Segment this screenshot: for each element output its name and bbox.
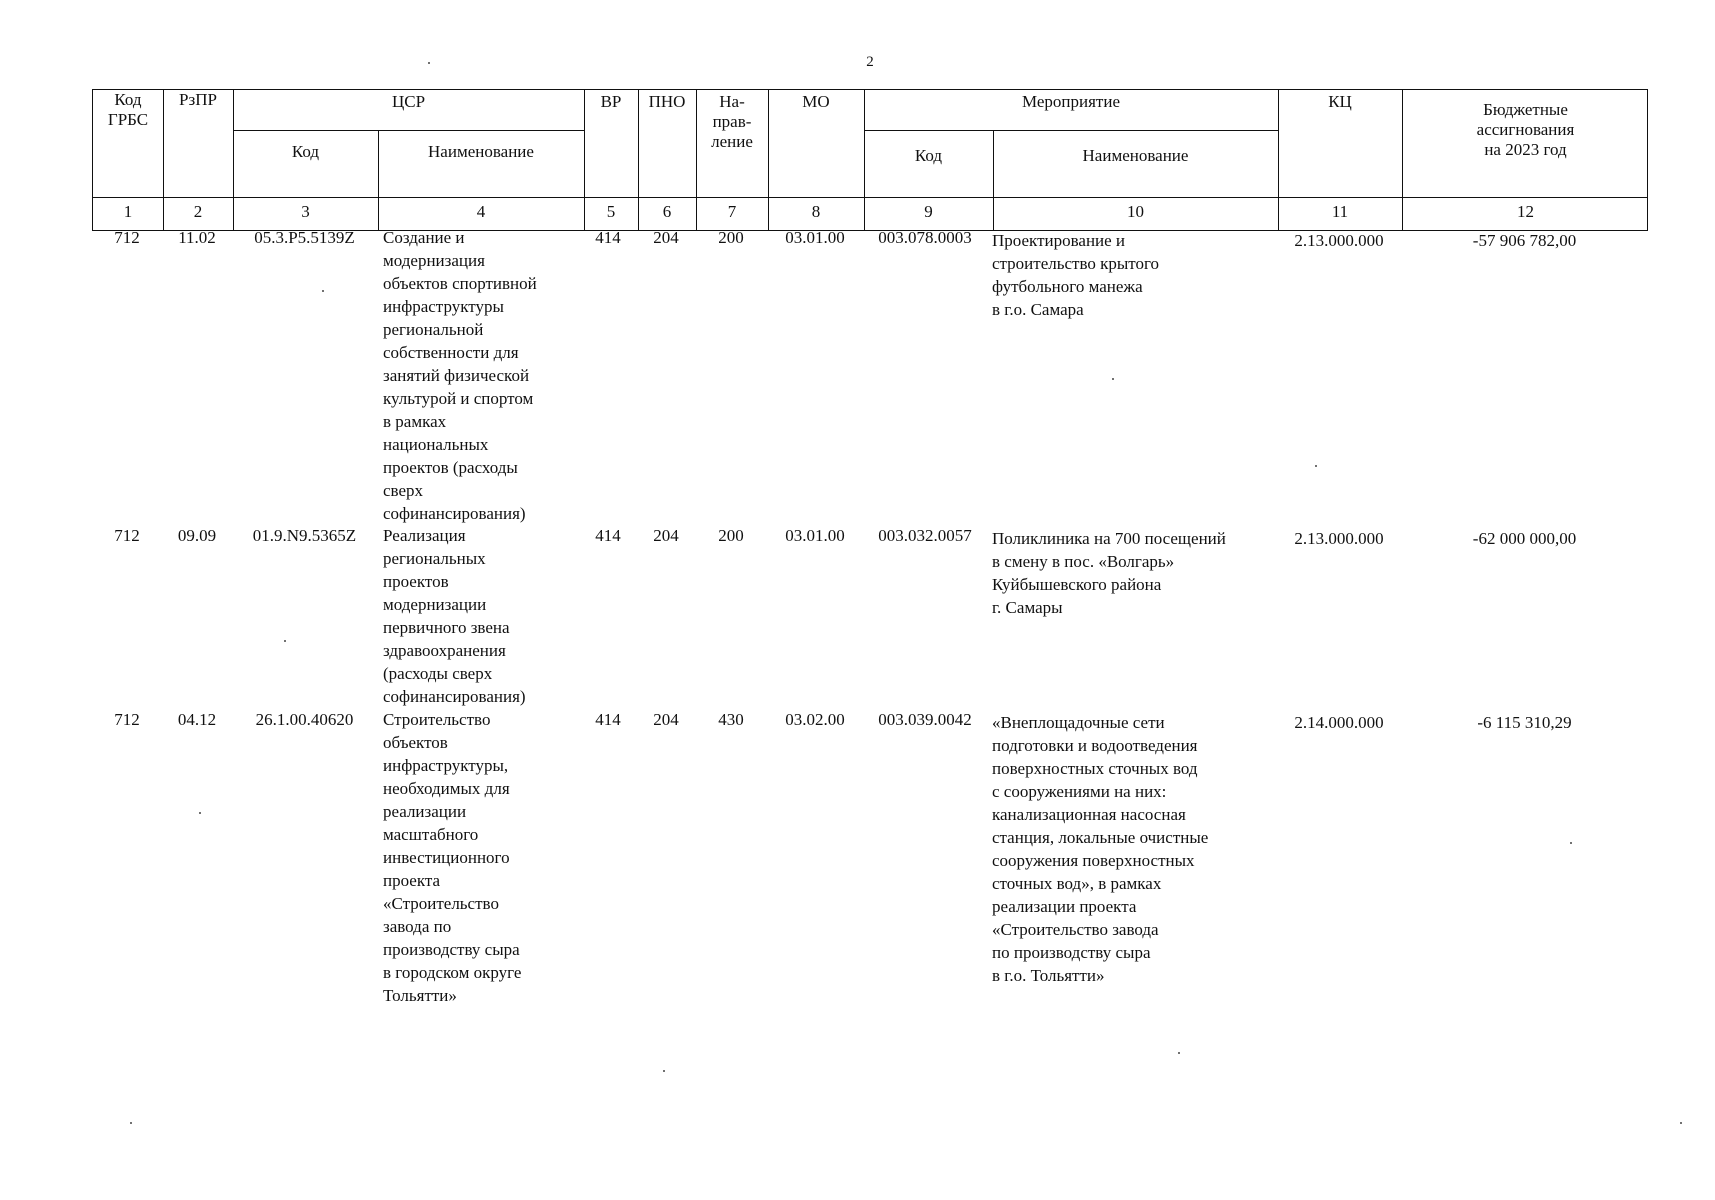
cell-pno: 204: [653, 228, 679, 247]
cell-napr: 200: [718, 228, 744, 247]
header-measure-code: Код: [914, 146, 943, 165]
header-vr: ВР: [600, 92, 622, 111]
header-napr: На- прав- ление: [711, 92, 753, 151]
cell-pno: 204: [653, 526, 679, 545]
header-grbs: Код ГРБС: [107, 90, 149, 129]
row-divider: [93, 197, 1647, 198]
cell-vr: 414: [595, 228, 621, 247]
header-pno: ПНО: [648, 92, 686, 111]
cell-kc: 2.13.000.000: [1294, 529, 1384, 548]
cell-csr-code: 26.1.00.40620: [255, 710, 354, 729]
cell-grbs: 712: [114, 710, 140, 729]
cell-csr-code: 05.3.P5.5139Z: [254, 228, 355, 247]
row-divider: [864, 130, 1278, 131]
cell-napr: 430: [718, 710, 744, 729]
column-number: 12: [1517, 202, 1534, 221]
table-header: [92, 89, 1648, 231]
header-measure-name: Наименование: [1082, 146, 1189, 165]
cell-grbs: 712: [114, 228, 140, 247]
cell-vr: 414: [595, 710, 621, 729]
column-number: 8: [811, 202, 821, 221]
cell-csr-code: 01.9.N9.5365Z: [252, 526, 357, 545]
cell-pno: 204: [653, 710, 679, 729]
scan-speck: [322, 290, 324, 292]
header-mo: МО: [802, 92, 830, 111]
cell-csr-name: Создание и модернизация объектов спортивной инфраструктуры региональной собственности для занятий физической культурой и спортом в рамках национальных проектов (расходы сверх софинансирования): [383, 228, 537, 523]
scan-speck: [663, 1070, 665, 1072]
column-number: 4: [476, 202, 486, 221]
cell-measure-name: «Внеплощадочные сети подготовки и водоотведения поверхностных сточных вод с сооружениями на них: канализационная насосная станция, локальные очистные сооружения поверхностных сточных вод», в рамках реализации проекта «Строительство завода по производству сыра в г.о. Тольятти»: [992, 713, 1209, 985]
cell-budget: -62 000 000,00: [1472, 529, 1577, 548]
header-csr-code: Код: [291, 142, 320, 161]
scan-speck: [1680, 1122, 1682, 1124]
scan-speck: [1570, 842, 1572, 844]
cell-vr: 414: [595, 526, 621, 545]
column-number: 2: [193, 202, 203, 221]
cell-csr-name: Строительство объектов инфраструктуры, необходимых для реализации масштабного инвестиционного проекта «Строительство завода по производству сыра в городском округе Тольятти»: [383, 710, 522, 1005]
cell-kc: 2.14.000.000: [1294, 713, 1384, 732]
cell-measure-name: Проектирование и строительство крытого футбольного манежа в г.о. Самара: [992, 231, 1160, 319]
header-kc: КЦ: [1328, 92, 1352, 111]
column-number: 11: [1331, 202, 1349, 221]
scan-speck: [1315, 465, 1317, 467]
cell-measure-code: 003.078.0003: [878, 228, 972, 247]
cell-rzpr: 04.12: [177, 710, 217, 729]
scan-speck: [130, 1122, 132, 1124]
header-csr-name: Наименование: [428, 142, 534, 161]
cell-grbs: 712: [114, 526, 140, 545]
row-divider: [233, 130, 584, 131]
cell-csr-name: Реализация региональных проектов модернизации первичного звена здравоохранения (расходы сверх софинансирования): [383, 526, 526, 706]
header-csr: ЦСР: [391, 92, 426, 111]
column-number: 6: [662, 202, 672, 221]
column-number: 5: [606, 202, 616, 221]
scan-speck: [284, 640, 286, 642]
cell-mo: 03.02.00: [785, 710, 845, 729]
cell-budget: -57 906 782,00: [1472, 231, 1577, 250]
scan-speck: [1112, 378, 1114, 380]
column-number: 3: [301, 202, 310, 221]
column-number: 9: [924, 202, 933, 221]
cell-rzpr: 11.02: [178, 228, 216, 247]
cell-budget: -6 115 310,29: [1477, 713, 1572, 732]
scan-speck: [199, 812, 201, 814]
scan-speck: [1178, 1052, 1180, 1054]
cell-measure-code: 003.032.0057: [878, 526, 972, 545]
column-number: 10: [1127, 202, 1144, 221]
cell-rzpr: 09.09: [177, 526, 217, 545]
cell-napr: 200: [718, 526, 744, 545]
cell-mo: 03.01.00: [785, 526, 845, 545]
cell-measure-code: 003.039.0042: [878, 710, 972, 729]
cell-mo: 03.01.00: [785, 228, 845, 247]
cell-measure-name: Поликлиника на 700 посещений в смену в пос. «Волгарь» Куйбышевского района г. Самары: [992, 529, 1226, 617]
cell-kc: 2.13.000.000: [1294, 231, 1384, 250]
header-budget: Бюджетные ассигнования на 2023 год: [1476, 100, 1575, 159]
page-number: 2: [866, 54, 874, 70]
header-rzpr: РзПР: [179, 90, 217, 109]
column-number: 1: [123, 202, 133, 221]
scan-speck: [428, 62, 430, 64]
column-number: 7: [727, 202, 737, 221]
header-measure: Мероприятие: [1021, 92, 1121, 111]
